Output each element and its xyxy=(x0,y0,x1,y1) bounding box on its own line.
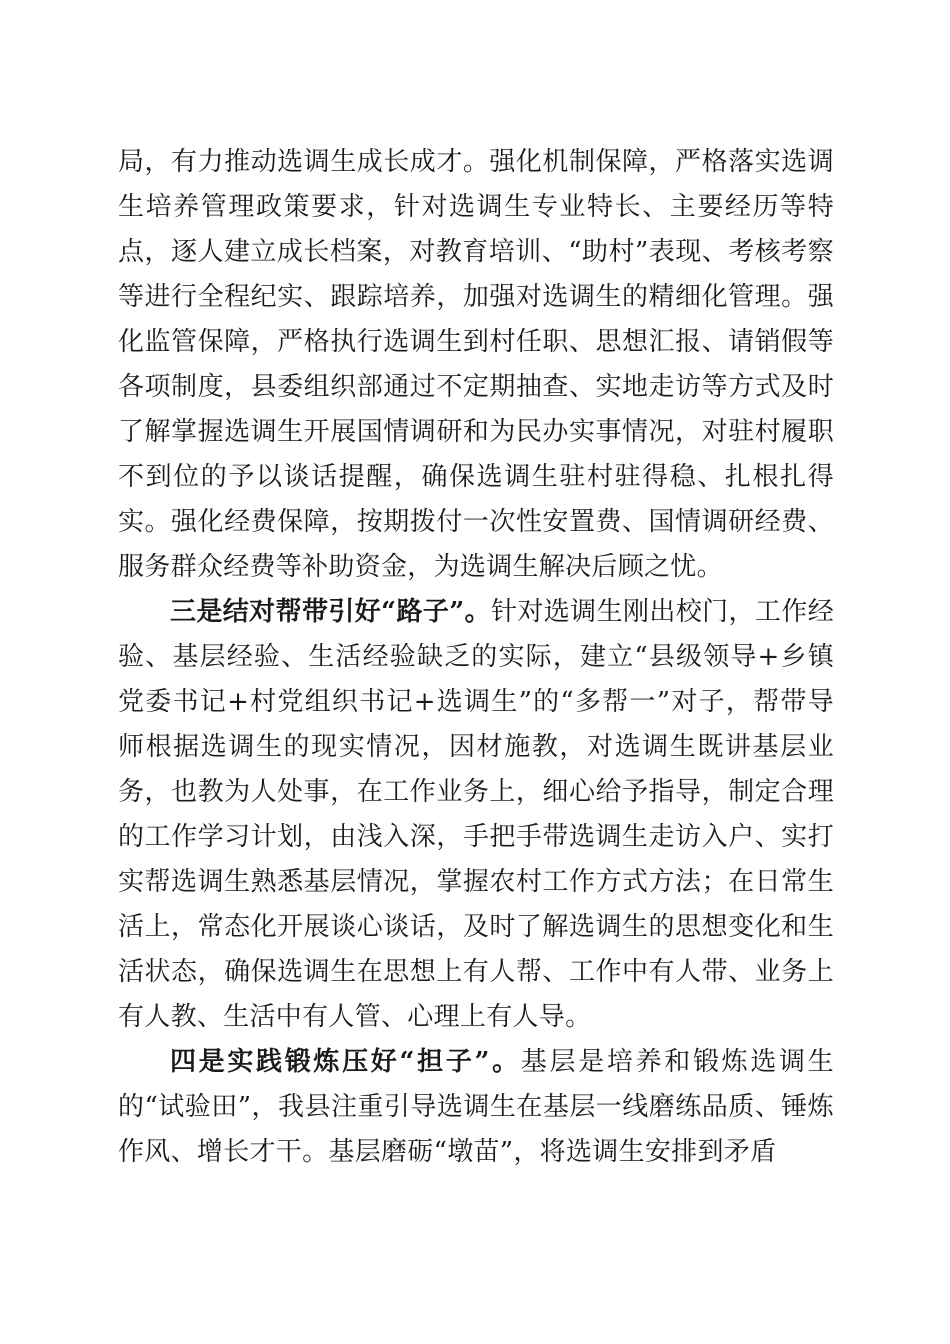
paragraph-continuation xyxy=(118,140,834,590)
paragraph-text: 局，有力推动选调生成长成才。强化机制保障，严格落实选调生培养管理政策要求，针对选调生专业特长、主要经历等特点，逐人建立成长档案，对教育培训、“助村”表现、考核考察等进行全程纪实、跟踪培养，加强对选调生的精细化管理。强化监管保障，严格执行选调生到村任职、思想汇报、请销假等各项制度，县委组织部通过不定期抽查、实地走访等方式及时了解掌握选调生开展国情调研和为民办实事情况，对驻村履职不到位的予以谈话提醒，确保选调生驻村驻得稳、扎根扎得实。强化经费保障，按期拨付一次性安置费、国情调研经费、服务群众经费等补助资金，为选调生解决后顾之忧。 xyxy=(118,147,834,582)
paragraph-text: 针对选调生刚出校门，工作经验、基层经验、生活经验缺乏的实际，建立“县级领导+乡镇党委书记+村党组织书记+选调生”的“多帮一”对子，帮带导师根据选调生的现实情况，因材施教，对选调生既讲基层业务，也教为人处事，在工作业务上，细心给予指导，制定合理的工作学习计划，由浅入深，手把手带选调生走访入户、实打实帮选调生熟悉基层情况，掌握农村工作方式方法；在日常生活上，常态化开展谈心谈话，及时了解选调生的思想变化和生活状态，确保选调生在思想上有人帮、工作中有人带、业务上有人教、生活中有人管、心理上有人导。 xyxy=(118,597,834,1032)
paragraph-lead: 四是实践锻炼压好“担子”。 xyxy=(170,1047,521,1077)
paragraph-text: 基层是培养和锻炼选调生的“试验田”，我县注重引导选调生在基层一线磨练品质、锤炼作风、增长才干。基层磨砺“墩苗”，将选调生安排到矛盾 xyxy=(118,1047,834,1167)
paragraph-pairing-mentorship xyxy=(118,590,834,1040)
paragraph-lead: 三是结对帮带引好“路子”。 xyxy=(170,597,491,627)
body-text xyxy=(118,140,834,1175)
paragraph-practice-training xyxy=(118,1040,834,1175)
